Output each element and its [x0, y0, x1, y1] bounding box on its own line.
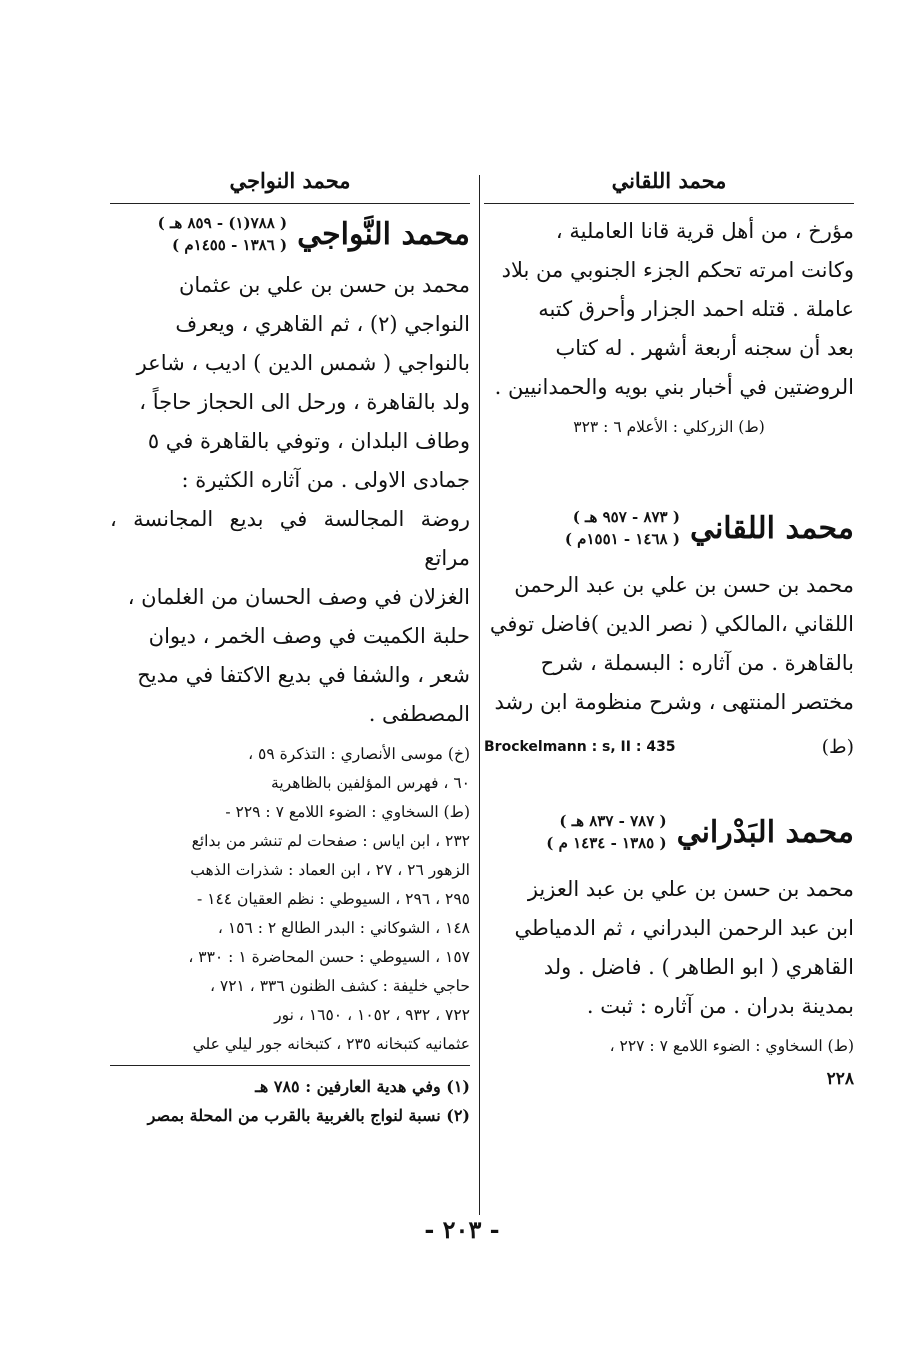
text-line: ولد بالقاهرة ، ورحل الى الحجاز حاجاً ،: [139, 390, 470, 414]
dates-gregorian: ( ١٤٦٨ - ١٥٥١م ): [564, 530, 680, 548]
text-line: شعر ، والشفا في بديع الاكتفا في مديح: [137, 663, 470, 687]
source-line: (ط) السخاوي : الضوء اللامع ٧ : ٢٢٧ ،: [609, 1037, 854, 1055]
text-line: ابن عبد الرحمن البدراني ، ثم الدمياطي: [514, 916, 854, 940]
text-line: محمد بن حسن بن علي بن عبد الرحمن: [514, 573, 854, 597]
column-divider: [479, 175, 480, 1215]
footnote: (٢) نسبة لنواج بالغربية بالقرب من المحلة بمصر: [147, 1106, 470, 1125]
left-column: [110, 160, 470, 1130]
text-line: الغزلان في وصف الحسان من الغلمان ،: [127, 585, 470, 609]
dates-gregorian: ( ١٣٨٥ - ١٤٣٤ م ): [546, 834, 667, 852]
source-line: (ط) السخاوي : الضوء اللامع ٧ : ٢٢٩ -: [225, 803, 470, 821]
signature-mark: ٢٢٨: [826, 1069, 854, 1089]
source-line: ٢٣٢ ، ابن اياس : صفحات لم تنشر من بدائع: [191, 832, 470, 850]
entry-body-nawaji: [110, 266, 470, 734]
source-line: (خ) موسى الأنصاري : التذكرة ٥٩ ،: [248, 745, 470, 763]
text-line: روضة المجالسة في بديع المجانسة ، مراتع: [110, 507, 470, 570]
source-latin: Brockelmann : s, II : 435: [484, 739, 676, 755]
dates-hijri: ( ٧٨٨(١) - ٨٥٩ هـ ): [157, 214, 288, 232]
text-line: محمد بن حسن بن علي بن عثمان: [178, 273, 470, 297]
source-line: عثمانيه كتبخانه ٢٣٥ ، كتبخانه جور ليلي علي: [192, 1035, 470, 1053]
running-head-right: محمد اللقاني: [484, 160, 854, 204]
entry-body-badrani: [484, 870, 854, 1026]
text-line: بعد أن سجنه أربعة أشهر . له كتاب: [555, 336, 854, 360]
running-head-left: محمد النواجي: [110, 160, 470, 204]
entry-heading-nawaji: [110, 212, 470, 256]
source-mark: (ط): [821, 736, 854, 758]
text-line: مختصر المنتهى ، وشرح منظومة ابن رشد: [494, 690, 854, 714]
entry-heading-badrani: [484, 810, 854, 854]
page-number: - ٢٠٣ -: [424, 1215, 500, 1244]
source-line: ١٥٧ ، السيوطي : حسن المحاضرة ١ : ٣٣٠ ،: [188, 948, 470, 966]
text-line: اللقاني ،المالكي ( نصر الدين )فاضل توفي: [489, 612, 854, 636]
continuation-source: [484, 413, 854, 442]
entry-sources-nawaji: [110, 740, 470, 1059]
entry-name: محمد البَدْراني: [676, 814, 854, 850]
dates-hijri: ( ٨٧٣ - ٩٥٧ هـ ): [572, 508, 680, 526]
text-line: بالنواجي ( شمس الدين ) اديب ، شاعر: [136, 351, 470, 375]
text-line: وطاف البلدان ، وتوفي بالقاهرة في ٥: [147, 429, 470, 453]
source-line: (ط) الزركلي : الأعلام ٦ : ٣٢٣: [573, 418, 765, 436]
continuation-text: [484, 212, 854, 407]
entry-dates: [158, 212, 287, 256]
entry-body-laqani: [484, 566, 854, 722]
text-line: بالقاهرة . من آثاره : البسملة ، شرح: [540, 651, 854, 675]
text-line: محمد بن حسن بن علي بن عبد العزيز: [527, 877, 854, 901]
text-line: النواجي (٢) ، ثم القاهري ، ويعرف: [175, 312, 470, 336]
text-line: جمادى الاولى . من آثاره الكثيرة :: [181, 468, 470, 492]
source-line: ١٤٨ ، الشوكاني : البدر الطالع ٢ : ١٥٦ ،: [217, 919, 470, 937]
dates-hijri: ( ٧٨٧ - ٨٣٧ هـ ): [559, 812, 667, 830]
text-line: الروضتين في أخبار بني بويه والحمدانيين .: [494, 375, 854, 399]
right-column: [484, 160, 854, 1089]
entry-source-badrani: [484, 1032, 854, 1061]
text-line: القاهري ( ابو الطاهر ) . فاضل . ولد: [543, 955, 854, 979]
footnote: (١) وفي هدية العارفين : ٧٨٥ هـ: [255, 1077, 470, 1096]
entry-source-laqani: [484, 736, 854, 758]
source-line: ٢٩٥ ، ٢٩٦ ، السيوطي : نظم العقيان ١٤٤ -: [196, 890, 470, 908]
entry-heading-laqani: [484, 506, 854, 550]
source-line: ٧٢٢ ، ٩٣٢ ، ١٠٥٢ ، ١٦٥٠ ، نور: [274, 1006, 470, 1024]
footnote-rule: [110, 1065, 470, 1066]
text-line: بمدينة بدران . من آثاره : ثبت .: [586, 994, 854, 1018]
source-line: ٦٠ ، فهرس المؤلفين بالظاهرية: [271, 774, 470, 792]
dates-gregorian: ( ١٣٨٦ - ١٤٥٥م ): [172, 236, 288, 254]
source-line: حاجي خليفة : كشف الظنون ٣٣٦ ، ٧٢١ ،: [209, 977, 470, 995]
entry-name: محمد اللقاني: [689, 510, 854, 546]
source-line: الزهور ٢٦ ، ٢٧ ، ابن العماد : شذرات الذهب: [190, 861, 470, 879]
entry-dates: [546, 810, 666, 854]
entry-name: محمد النَّواجي: [297, 216, 470, 252]
entry-dates: [565, 506, 680, 550]
footnotes: [110, 1072, 470, 1130]
text-line: المصطفى .: [368, 702, 470, 726]
text-line: عاملة . قتله احمد الجزار وأحرق كتبه: [538, 297, 854, 321]
text-line: وكانت امرته تحكم الجزء الجنوبي من بلاد: [501, 258, 854, 282]
text-line: مؤرخ ، من أهل قرية قانا العاملية ،: [555, 219, 854, 243]
text-line: حلبة الكميت في وصف الخمر ، ديوان: [148, 624, 470, 648]
